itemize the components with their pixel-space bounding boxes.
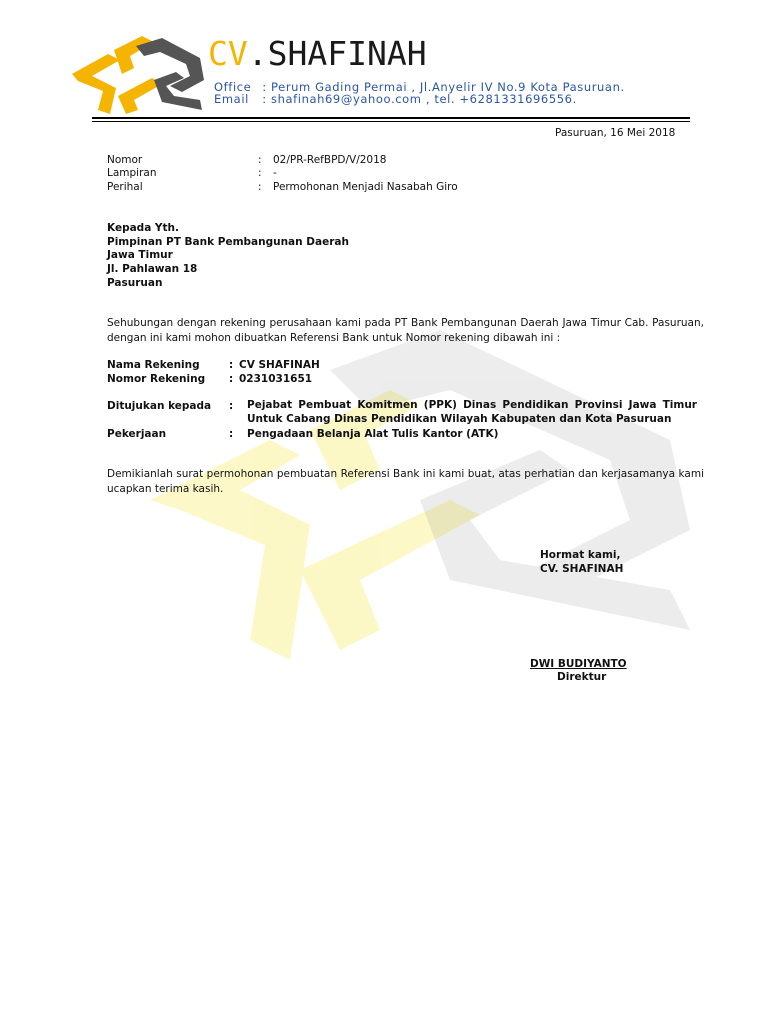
office-value: Perum Gading Permai , Jl.Anyelir IV No.9 Kota Pasuruan. bbox=[271, 80, 625, 94]
email-value: shafinah69@yahoo.com , tel. +6281331696556. bbox=[271, 92, 577, 106]
addressed-sep: : bbox=[229, 400, 234, 412]
work-label: Pekerjaan bbox=[107, 428, 167, 440]
date-line: Pasuruan, 16 Mei 2018 bbox=[555, 127, 676, 139]
signature-title: Direktur bbox=[557, 671, 607, 683]
work-value: Pengadaan Belanja Alat Tulis Kantor (ATK) bbox=[247, 428, 499, 440]
signature-company: CV. SHAFINAH bbox=[540, 563, 624, 575]
addressed-label: Ditujukan kepada bbox=[107, 400, 212, 412]
meta-sep-nomor: : bbox=[258, 154, 262, 166]
recipient-line-1: Kepada Yth. bbox=[107, 222, 180, 234]
meta-label-perihal: Perihal bbox=[107, 181, 143, 193]
account-value-number: 0231031651 bbox=[239, 373, 313, 385]
recipient-line-4: Jl. Pahlawan 18 bbox=[107, 263, 198, 275]
meta-sep-perihal: : bbox=[258, 181, 262, 193]
body-paragraph: Sehubungan dengan rekening perusahaan kami pada PT Bank Pembangunan Daerah Jawa Timur Cab. Pasuruan, dengan ini kami mohon dibuatkan Referensi Bank untuk Nomor rekening dibawah ini : bbox=[107, 317, 704, 344]
email-line bbox=[214, 92, 577, 106]
closing-paragraph: Demikianlah surat permohonan pembuatan Referensi Bank ini kami buat, atas perhatian dan kerjasamanya kami ucapkan terima kasih. bbox=[107, 468, 704, 495]
meta-label-lampiran: Lampiran bbox=[107, 167, 157, 179]
email-sep: : bbox=[262, 92, 267, 106]
account-label-number: Nomor Rekening bbox=[107, 373, 206, 385]
meta-label-nomor: Nomor bbox=[107, 154, 143, 166]
recipient-line-2: Pimpinan PT Bank Pembangunan Daerah bbox=[107, 236, 349, 248]
header-rule-thick bbox=[92, 117, 690, 119]
recipient-line-3: Jawa Timur bbox=[107, 249, 173, 261]
office-sep: : bbox=[262, 80, 267, 94]
recipient-line-5: Pasuruan bbox=[107, 277, 163, 289]
meta-sep-lampiran: : bbox=[258, 167, 262, 179]
meta-value-lampiran: - bbox=[273, 167, 277, 179]
signature-greeting: Hormat kami, bbox=[540, 549, 621, 561]
account-sep-name: : bbox=[229, 359, 234, 371]
meta-value-nomor: 02/PR-RefBPD/V/2018 bbox=[273, 154, 387, 166]
email-label: Email bbox=[214, 92, 249, 106]
meta-value-perihal: Permohonan Menjadi Nasabah Giro bbox=[273, 181, 458, 193]
office-label: Office bbox=[214, 80, 252, 94]
account-value-name: CV SHAFINAH bbox=[239, 359, 320, 371]
account-label-name: Nama Rekening bbox=[107, 359, 200, 371]
company-logo bbox=[70, 36, 205, 116]
company-suffix: .SHAFINAH bbox=[247, 34, 427, 73]
addressed-value: Pejabat Pembuat Komitmen (PPK) Dinas Pendidikan Provinsi Jawa Timur Untuk Cabang Dinas Pendidikan Wilayah Kabupaten dan Kota Pasuruan bbox=[247, 399, 697, 425]
company-name bbox=[208, 34, 427, 74]
account-sep-number: : bbox=[229, 373, 234, 385]
work-sep: : bbox=[229, 428, 234, 440]
signature-name: DWI BUDIYANTO bbox=[530, 658, 627, 670]
header-rule-thin bbox=[92, 121, 690, 122]
company-prefix: CV bbox=[208, 34, 248, 73]
